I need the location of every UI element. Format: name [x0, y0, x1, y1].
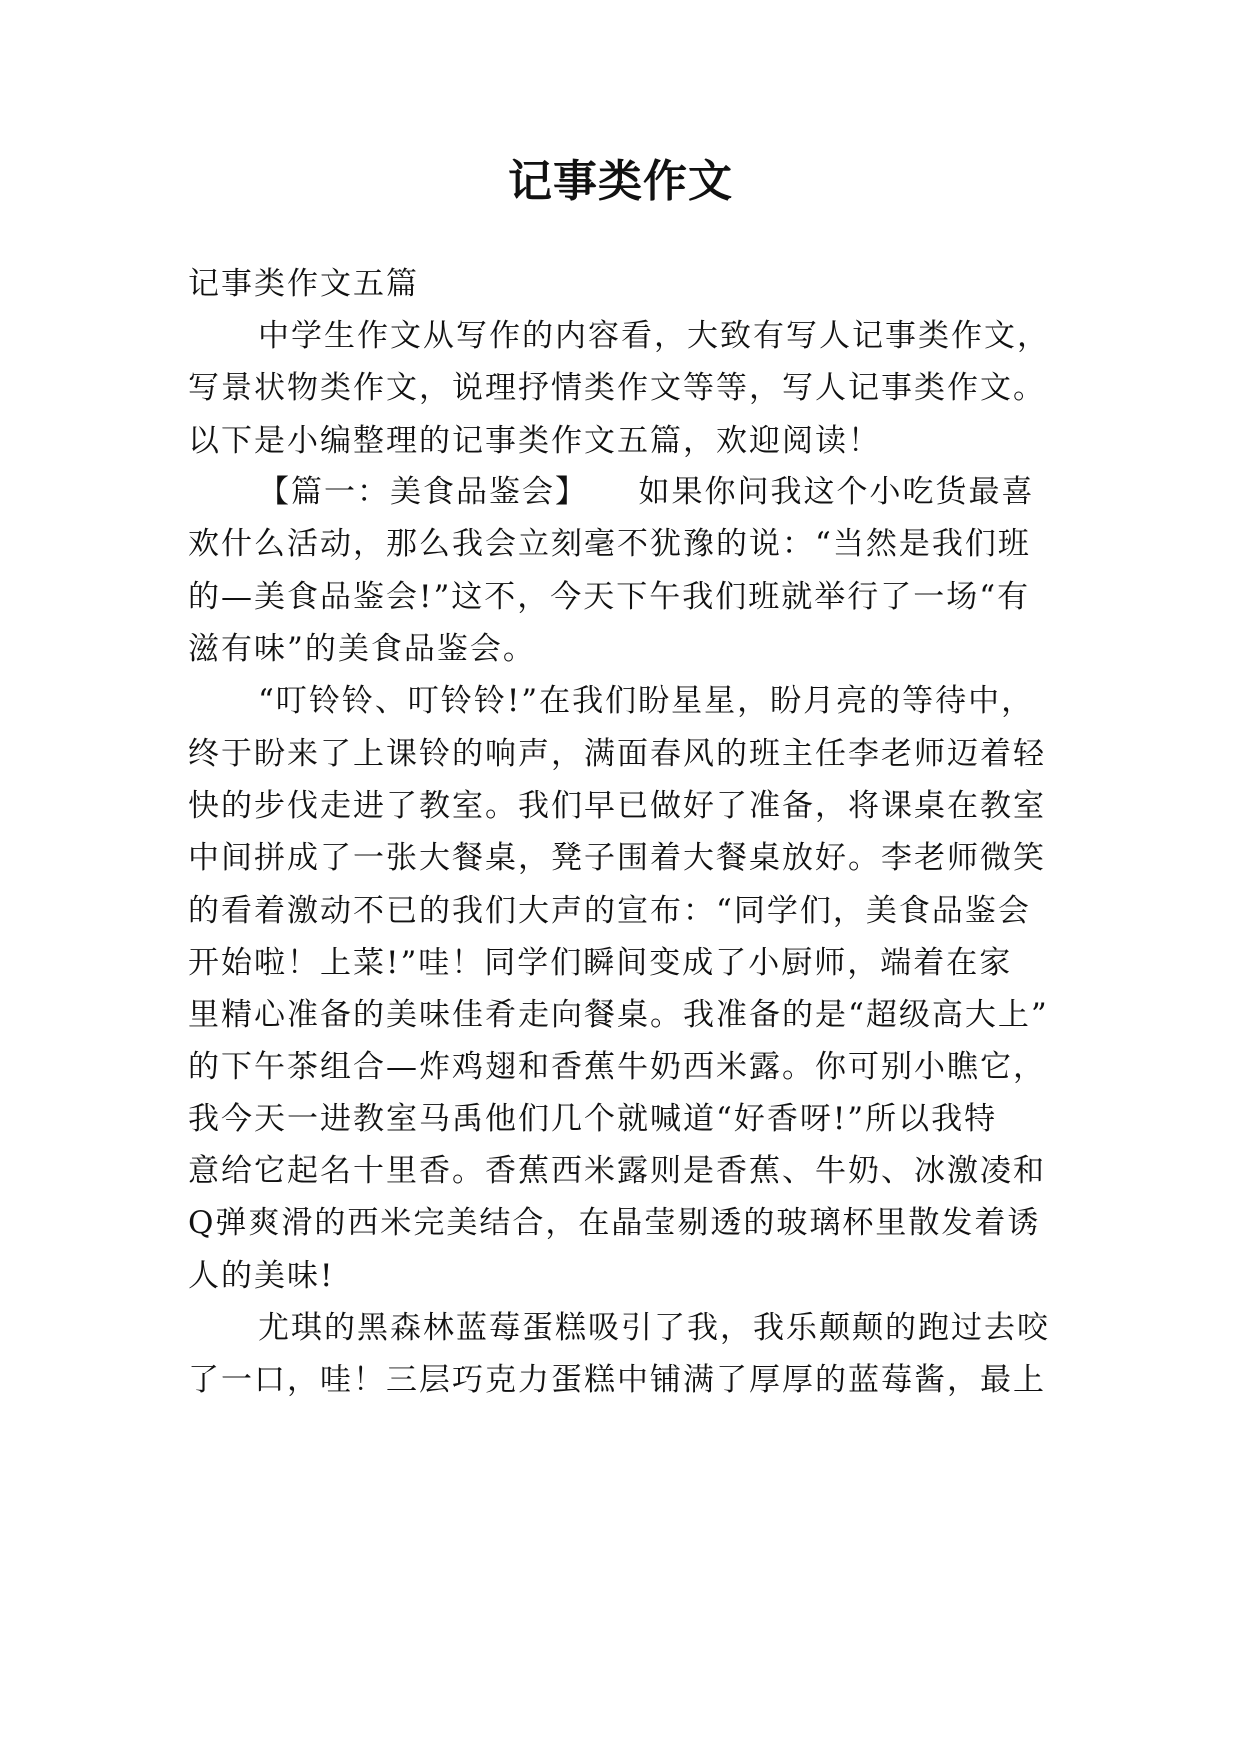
text-line: 写景状物类作文，说理抒情类作文等等，写人记事类作文。: [188, 370, 1046, 406]
text-line: 快的步伐走进了教室。我们早已做好了准备，将课桌在教室: [188, 788, 1046, 824]
text-line: 我今天一进教室马禹他们几个就喊道“好香呀!”所以我特: [188, 1101, 998, 1137]
text-line: 尤琪的黑森林蓝莓蛋糕吸引了我，我乐颠颠的跑过去咬: [258, 1310, 1050, 1346]
text-line: 以下是小编整理的记事类作文五篇，欢迎阅读！: [188, 423, 881, 459]
text-line: 滋有味”的美食品鉴会。: [188, 631, 536, 667]
subtitle: 记事类作文五篇: [188, 266, 419, 302]
text-line: 了一口，哇！三层巧克力蛋糕中铺满了厚厚的蓝莓酱，最上: [188, 1362, 1046, 1398]
text-line: 中间拼成了一张大餐桌，凳子围着大餐桌放好。李老师微笑: [188, 840, 1046, 876]
text-line: 的看着激动不已的我们大声的宣布：“同学们，美食品鉴会: [188, 893, 1031, 929]
text-line: “叮铃铃、叮铃铃!”在我们盼星星，盼月亮的等待中，: [258, 683, 1035, 719]
text-line: 人的美味!: [188, 1258, 335, 1294]
text-line: 的—美食品鉴会!”这不，今天下午我们班就举行了一场“有: [188, 579, 1031, 615]
page-title: 记事类作文: [508, 156, 733, 207]
text-line: Q弹爽滑的西米完美结合，在晶莹剔透的玻璃杯里散发着诱: [188, 1205, 1041, 1241]
text-line: 欢什么活动，那么我会立刻毫不犹豫的说：“当然是我们班: [188, 526, 1031, 562]
text-line: 终于盼来了上课铃的响声，满面春风的班主任李老师迈着轻: [188, 736, 1046, 772]
section-heading-line: 【篇一：美食品鉴会】 如果你问我这个小吃货最喜: [258, 474, 1035, 510]
text-line: 里精心准备的美味佳肴走向餐桌。我准备的是“超级高大上”: [188, 997, 1049, 1033]
text-line: 中学生作文从写作的内容看，大致有写人记事类作文，: [258, 318, 1050, 354]
text-line: 的下午茶组合—炸鸡翅和香蕉牛奶西米露。你可别小瞧它，: [188, 1049, 1046, 1085]
text-line: 意给它起名十里香。香蕉西米露则是香蕉、牛奶、冰激凌和: [188, 1153, 1046, 1189]
text-line: 开始啦！上菜!”哇！同学们瞬间变成了小厨师，端着在家: [188, 945, 1013, 981]
